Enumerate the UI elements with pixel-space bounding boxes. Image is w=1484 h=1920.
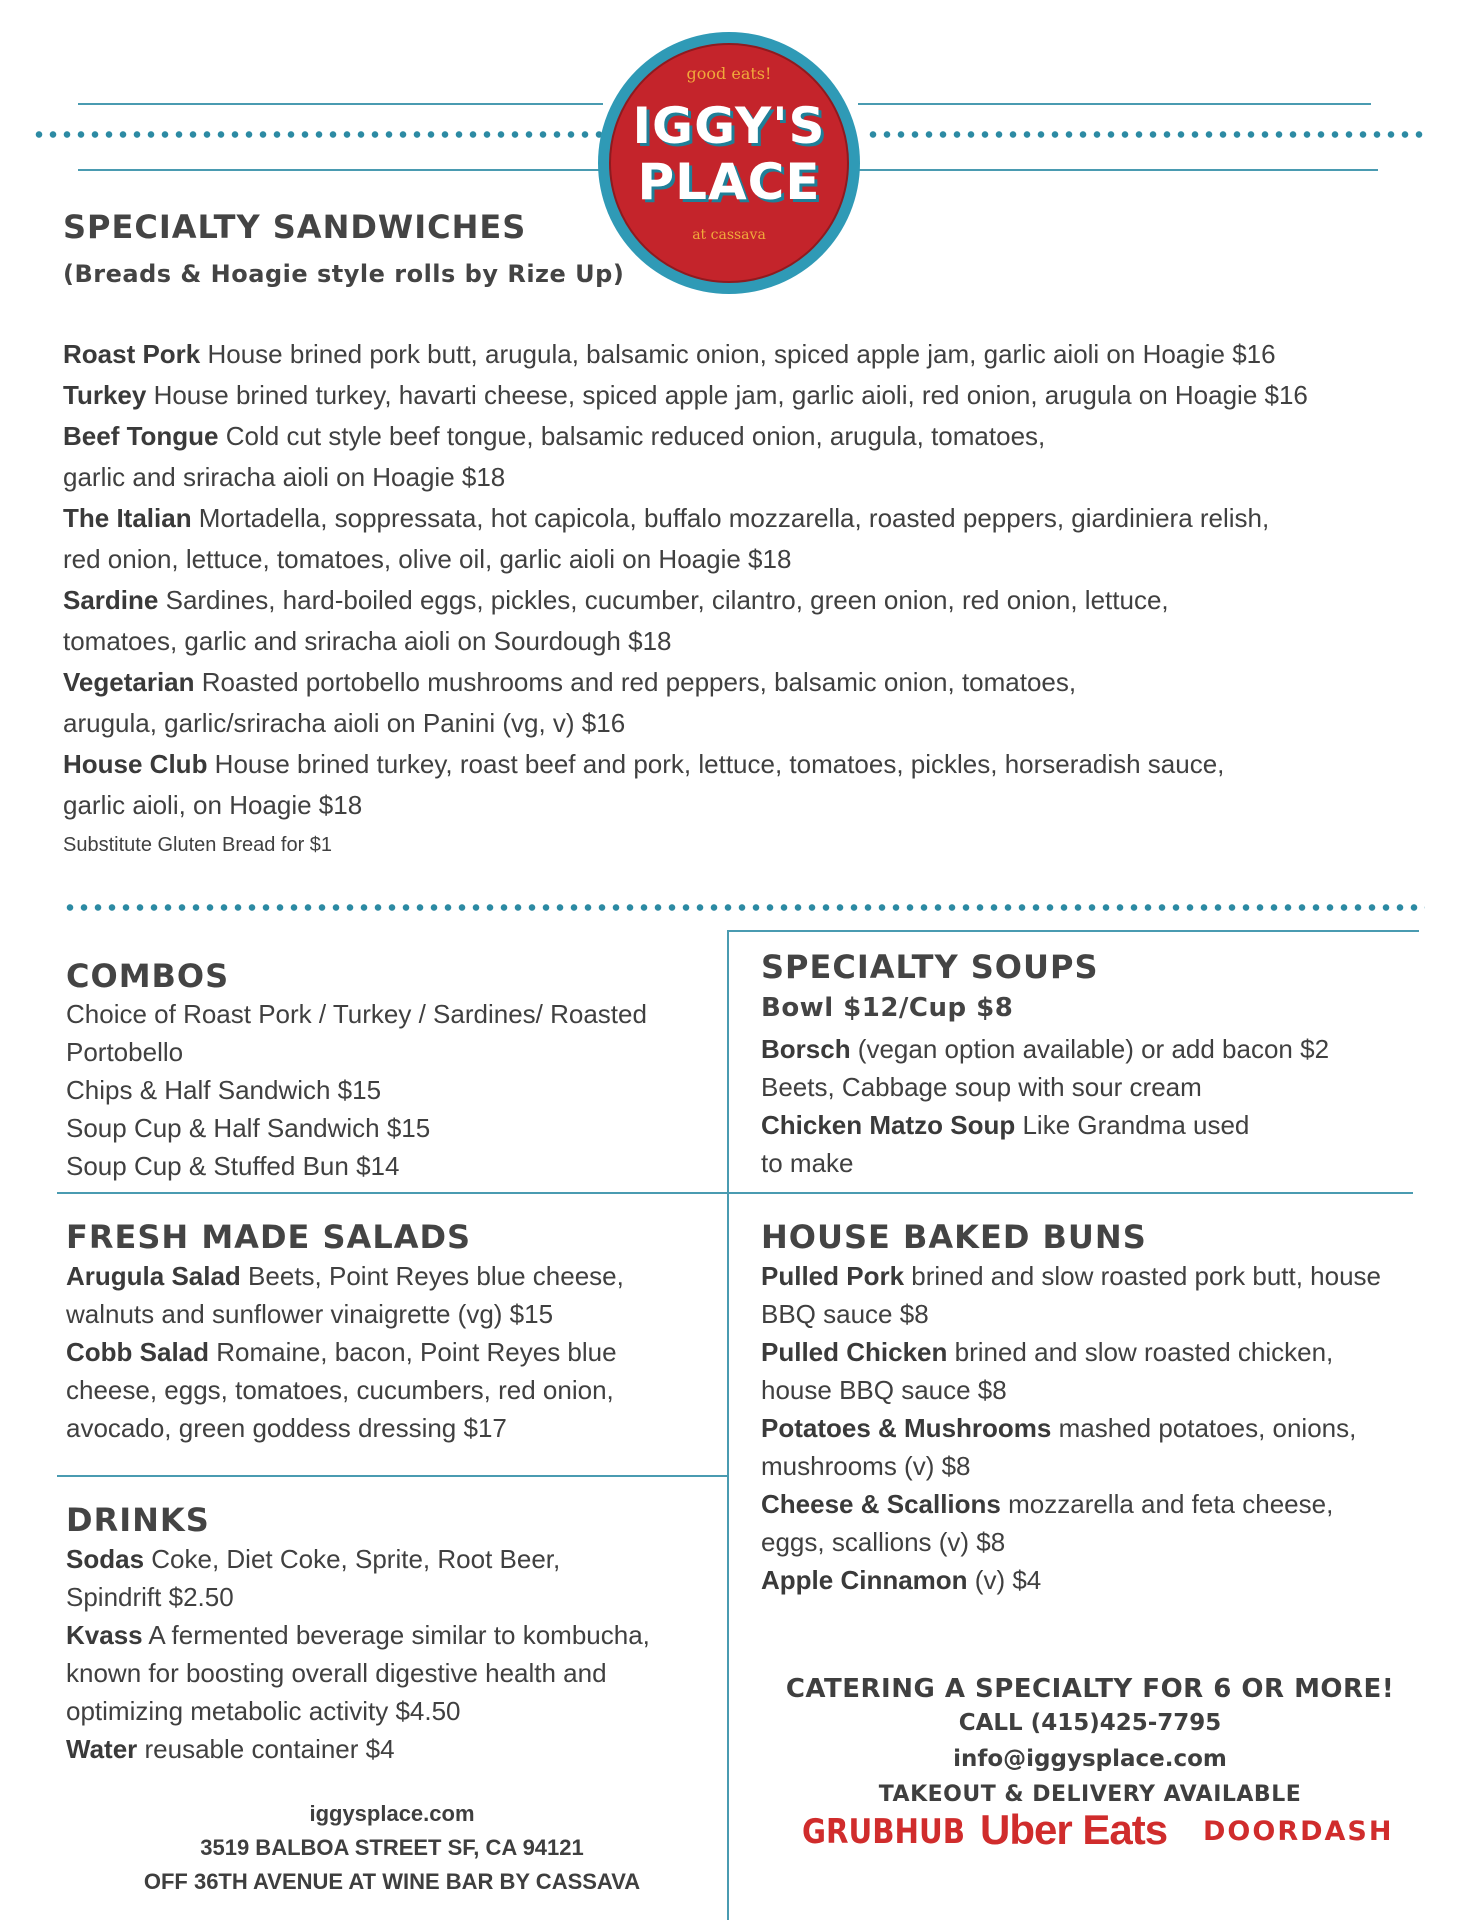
soups-price: Bowl $12/Cup $8 (761, 993, 1014, 1023)
list-item: Soup Cup & Half Sandwich $15 (66, 1113, 431, 1143)
header-dotted-rule (32, 131, 602, 138)
grid-line (57, 1475, 727, 1477)
catering-phone[interactable]: CALL (415)425-7795 (958, 1710, 1222, 1736)
item-desc: House brined turkey, havarti cheese, spiced apple jam, garlic aioli, red onion, arugula on Hoagie $16 (146, 380, 1308, 410)
menu-line (66, 1336, 617, 1368)
menu-line (761, 1564, 1041, 1596)
item-desc: brined and slow roasted pork butt, house (904, 1261, 1382, 1291)
item-desc: walnuts and sunflower vinaigrette (vg) $15 (66, 1299, 554, 1329)
item-desc: House brined turkey, roast beef and pork, lettuce, tomatoes, pickles, horseradish sauce, (207, 749, 1225, 779)
list-item: Portobello (66, 1037, 184, 1067)
menu-line (63, 461, 505, 493)
item-desc: eggs, scallions (v) $8 (761, 1527, 1006, 1557)
menu-line (761, 1071, 1202, 1103)
item-name: Kvass (66, 1620, 143, 1650)
logo-tagline: good eats! (686, 64, 772, 83)
item-desc: A fermented beverage similar to kombucha, (142, 1620, 650, 1650)
drinks-title: DRINKS (66, 1501, 210, 1539)
section-dotted-rule (63, 904, 1425, 911)
item-desc: Roasted portobello mushrooms and red peppers, balsamic onion, tomatoes, (194, 667, 1077, 697)
grubhub-logo[interactable]: GRUBHUB (802, 1812, 966, 1852)
item-name: Beef Tongue (63, 421, 219, 451)
menu-line (63, 338, 1276, 370)
sandwiches-subtitle: (Breads & Hoagie style rolls by Rize Up) (63, 260, 625, 288)
item-name: Vegetarian (63, 667, 195, 697)
buns-title: HOUSE BAKED BUNS (761, 1218, 1147, 1256)
menu-line (761, 1298, 929, 1330)
item-desc: reusable container $4 (137, 1734, 395, 1764)
item-name: Arugula Salad (66, 1261, 241, 1291)
menu-line (66, 1733, 395, 1765)
menu-line (761, 1147, 854, 1179)
item-desc: cheese, eggs, tomatoes, cucumbers, red onion, (66, 1375, 614, 1405)
item-name: Sardine (63, 585, 159, 615)
item-desc: optimizing metabolic activity $4.50 (66, 1696, 461, 1726)
item-desc: brined and slow roasted chicken, (947, 1337, 1334, 1367)
item-desc: Beets, Cabbage soup with sour cream (761, 1072, 1202, 1102)
soups-title: SPECIALTY SOUPS (761, 948, 1099, 986)
item-name: Borsch (761, 1034, 851, 1064)
item-desc: (v) $4 (967, 1565, 1042, 1595)
menu-line (63, 666, 1076, 698)
footer-address: 3519 BALBOA STREET SF, CA 94121 (200, 1835, 584, 1860)
ubereats-logo[interactable]: Uber Eats (980, 1806, 1168, 1853)
item-desc: garlic and sriracha aioli on Hoagie $18 (63, 462, 506, 492)
footer (57, 1797, 727, 1899)
menu-line (66, 1543, 560, 1575)
menu-line (63, 543, 791, 575)
grid-line (727, 930, 1419, 932)
salads-title: FRESH MADE SALADS (66, 1218, 472, 1256)
item-name: The Italian (63, 503, 192, 533)
item-desc: known for boosting overall digestive health and (66, 1658, 607, 1688)
item-name: Pulled Pork (761, 1261, 905, 1291)
menu-line (761, 1260, 1381, 1292)
item-desc: Beets, Point Reyes blue cheese, (240, 1261, 624, 1291)
sandwiches-title: SPECIALTY SANDWICHES (63, 208, 527, 246)
menu-line (63, 379, 1308, 411)
list-item: Soup Cup & Stuffed Bun $14 (66, 1151, 400, 1181)
logo-sub: at cassava (692, 227, 766, 243)
header-rule-top (78, 103, 603, 105)
item-desc: mashed potatoes, onions, (1051, 1413, 1357, 1443)
header-rule-bottom (858, 169, 1378, 171)
menu-line (761, 1412, 1356, 1444)
menu-line (66, 1374, 614, 1406)
menu-line (63, 789, 362, 821)
menu-line (66, 1581, 234, 1613)
menu-line (761, 1336, 1333, 1368)
item-desc: Like Grandma used (1015, 1110, 1250, 1140)
item-desc: BBQ sauce $8 (761, 1299, 929, 1329)
item-desc: tomatoes, garlic and sriracha aioli on Sourdough $18 (63, 626, 672, 656)
logo-name-line2: PLACE (637, 153, 821, 211)
menu-line (761, 1450, 971, 1482)
menu-line (761, 1033, 1329, 1065)
footer-directions: OFF 36TH AVENUE AT WINE BAR BY CASSAVA (143, 1869, 641, 1894)
menu-line (63, 625, 672, 657)
item-desc: house BBQ sauce $8 (761, 1375, 1007, 1405)
item-name: Chicken Matzo Soup (761, 1110, 1016, 1140)
item-desc: to make (761, 1148, 854, 1178)
header-rule-top (858, 103, 1371, 105)
catering-email[interactable]: info@iggysplace.com (953, 1746, 1227, 1772)
doordash-logo[interactable]: DOORDASH (1203, 1816, 1394, 1847)
menu-line (66, 1657, 607, 1689)
footer-website[interactable]: iggysplace.com (309, 1801, 475, 1826)
item-name: Water (66, 1734, 138, 1764)
item-desc: mushrooms (v) $8 (761, 1451, 971, 1481)
menu-line (63, 748, 1224, 780)
menu-line (63, 584, 1169, 616)
sandwiches-note: Substitute Gluten Bread for $1 (63, 834, 333, 856)
item-desc: (vegan option available) or add bacon $2 (850, 1034, 1330, 1064)
item-desc: Mortadella, soppressata, hot capicola, buffalo mozzarella, roasted peppers, giardiniera relish, (191, 503, 1270, 533)
item-desc: House brined pork butt, arugula, balsamic onion, spiced apple jam, garlic aioli on Hoagie $16 (200, 339, 1276, 369)
combos-title: COMBOS (66, 957, 230, 995)
menu-line (63, 420, 1045, 452)
menu-line (66, 1412, 507, 1444)
menu-line (63, 707, 625, 739)
item-desc: Coke, Diet Coke, Sprite, Root Beer, (144, 1544, 561, 1574)
item-desc: arugula, garlic/sriracha aioli on Panini (vg, v) $16 (63, 708, 626, 738)
item-desc: red onion, lettuce, tomatoes, olive oil, garlic aioli on Hoagie $18 (63, 544, 792, 574)
item-desc: garlic aioli, on Hoagie $18 (63, 790, 363, 820)
item-name: Sodas (66, 1544, 145, 1574)
item-desc: Spindrift $2.50 (66, 1582, 234, 1612)
item-desc: mozzarella and feta cheese, (1000, 1489, 1334, 1519)
catering-headline: CATERING A SPECIALTY FOR 6 OR MORE! (785, 1674, 1395, 1704)
item-name: Potatoes & Mushrooms (761, 1413, 1052, 1443)
item-name: Turkey (63, 380, 147, 410)
header-rule-bottom (78, 169, 603, 171)
menu-line (761, 1109, 1249, 1141)
item-name: Pulled Chicken (761, 1337, 948, 1367)
menu-line (761, 1488, 1333, 1520)
item-desc: Cold cut style beef tongue, balsamic reduced onion, arugula, tomatoes, (218, 421, 1046, 451)
item-desc: avocado, green goddess dressing $17 (66, 1413, 507, 1443)
menu-line (761, 1374, 1007, 1406)
menu-line (66, 1619, 650, 1651)
menu-line (66, 1695, 461, 1727)
list-item: Choice of Roast Pork / Turkey / Sardines/ Roasted (66, 999, 647, 1029)
item-name: House Club (63, 749, 208, 779)
item-name: Roast Pork (63, 339, 201, 369)
grid-line (57, 1192, 727, 1194)
item-desc: Romaine, bacon, Point Reyes blue (209, 1337, 617, 1367)
menu-line (66, 1260, 624, 1292)
list-item: Chips & Half Sandwich $15 (66, 1075, 382, 1105)
item-name: Apple Cinnamon (761, 1565, 968, 1595)
logo (609, 43, 849, 283)
grid-line (727, 1192, 1413, 1194)
item-desc: Sardines, hard-boiled eggs, pickles, cucumber, cilantro, green onion, red onion, lettuce, (158, 585, 1169, 615)
menu-line (761, 1526, 1005, 1558)
catering-delivery: TAKEOUT & DELIVERY AVAILABLE (878, 1782, 1302, 1807)
item-name: Cheese & Scallions (761, 1489, 1001, 1519)
menu-line (66, 1298, 553, 1330)
menu-line (63, 502, 1269, 534)
item-name: Cobb Salad (66, 1337, 210, 1367)
logo-name-line1: IGGY'S (632, 97, 826, 155)
header-dotted-rule (866, 131, 1426, 138)
